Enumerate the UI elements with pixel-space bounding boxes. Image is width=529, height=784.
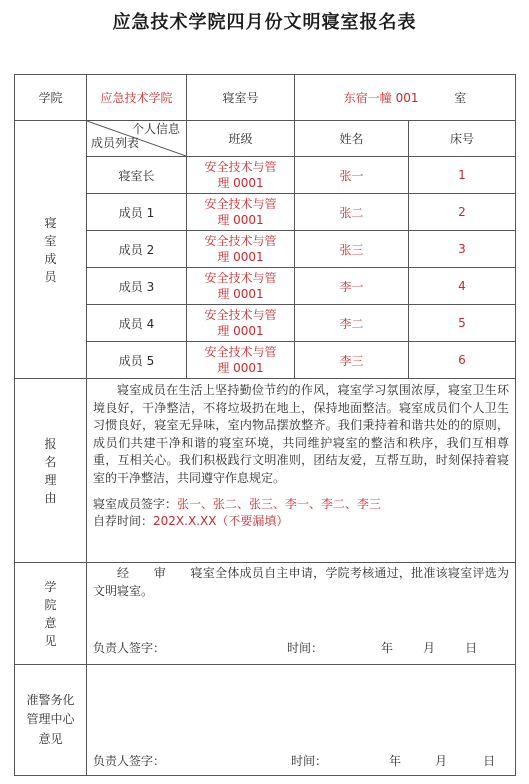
member-bed[interactable]: 1: [409, 157, 516, 194]
college-label: 学院: [15, 75, 87, 121]
member-class[interactable]: 安全技术与管 理 0001: [187, 342, 295, 379]
apply-date-value: 202X.X.XX（不要漏填）: [153, 514, 289, 528]
room-value-cell[interactable]: [295, 75, 516, 121]
member-role: 成员 2: [87, 231, 187, 268]
member-role: 成员 3: [87, 268, 187, 305]
member-name[interactable]: 张二: [295, 194, 409, 231]
reason-row: [15, 379, 516, 563]
room-label: 寝室号: [187, 75, 295, 121]
reason-content[interactable]: [87, 379, 516, 563]
col-bed-header: 床号: [409, 121, 516, 157]
college-opinion-label: 学 院 意 见: [15, 563, 87, 665]
college-time-label: 时间：: [287, 641, 324, 655]
members-section-label: 寝 室 成 员: [15, 121, 87, 379]
member-name[interactable]: 张一: [295, 157, 409, 194]
member-row: [15, 305, 516, 342]
mgmt-opinion-label: 准警务化 管理中心 意见: [15, 665, 87, 776]
member-class[interactable]: 安全技术与管 理 0001: [187, 268, 295, 305]
mgmt-opinion-content[interactable]: [87, 665, 516, 776]
college-signer-label: 负责人签字：: [93, 641, 166, 655]
member-bed[interactable]: 5: [409, 305, 516, 342]
member-row: [15, 342, 516, 379]
apply-date-label: 自荐时间：: [93, 514, 154, 528]
mgmt-time-label: 时间：: [291, 754, 328, 768]
mgmt-year-label: 年: [389, 754, 402, 768]
member-bed[interactable]: 4: [409, 268, 516, 305]
member-class[interactable]: 安全技术与管 理 0001: [187, 194, 295, 231]
mgmt-signer-label: 负责人签字：: [93, 754, 166, 768]
header-row: [15, 75, 516, 121]
college-opinion-content[interactable]: [87, 563, 516, 665]
member-bed[interactable]: 2: [409, 194, 516, 231]
college-value[interactable]: 应急技术学院: [87, 75, 187, 121]
member-class[interactable]: 安全技术与管 理 0001: [187, 305, 295, 342]
member-role: 寝室长: [87, 157, 187, 194]
member-class[interactable]: 安全技术与管 理 0001: [187, 231, 295, 268]
college-month-label: 月: [423, 641, 436, 655]
col-class-header: 班级: [187, 121, 295, 157]
college-opinion-row: [15, 563, 516, 665]
diagonal-header-cell: [87, 121, 187, 157]
members-header-row: [15, 121, 516, 157]
mgmt-month-label: 月: [435, 754, 448, 768]
col-name-header: 姓名: [295, 121, 409, 157]
member-role: 成员 1: [87, 194, 187, 231]
reason-label: 报 名 理 由: [15, 379, 87, 563]
member-role: 成员 5: [87, 342, 187, 379]
member-name[interactable]: 张三: [295, 231, 409, 268]
member-row: [15, 194, 516, 231]
member-row: [15, 157, 516, 194]
member-bed[interactable]: 3: [409, 231, 516, 268]
mgmt-opinion-row: [15, 665, 516, 776]
reason-text: 寝室成员在生活上坚持勤俭节约的作风，寝室学习氛围浓厚，寝室卫生环境良好，干净整洁，不将垃圾扔在地上，保持地面整洁。寝室成员们个人卫生习惯良好，寝室无异味，室内物品摆放整齐。我们秉持着和谐共处的的原则，成员们共建干净和谐的寝室环境，共同维护寝室的整洁和秩序，我们互相尊重，互相关心。我们积极践行文明准则，团结友爱，互帮互助，时刻保持着寝室的干净整洁，共同遵守作息规定。: [93, 383, 509, 485]
member-bed[interactable]: 6: [409, 342, 516, 379]
room-suffix: 室: [454, 91, 467, 105]
college-opinion-text: 寝室全体成员自主申请，学院考核通过，批准该寝室评选为文明寝室。: [93, 566, 509, 598]
college-year-label: 年: [381, 641, 394, 655]
member-row: [15, 268, 516, 305]
members-sign-value: 张一、张二、张三、李一、李二、李三: [177, 497, 382, 511]
member-role: 成员 4: [87, 305, 187, 342]
room-value: 东宿一幢 001: [343, 91, 419, 105]
college-day-label: 日: [465, 641, 478, 655]
mgmt-day-label: 日: [483, 754, 496, 768]
diag-bottom-label: 成员列表: [91, 136, 140, 150]
registration-form-table: [14, 74, 516, 776]
member-class[interactable]: 安全技术与管 理 0001: [187, 157, 295, 194]
college-opinion-prefix: 经 审: [117, 566, 167, 580]
member-name[interactable]: 李二: [295, 305, 409, 342]
member-name[interactable]: 李三: [295, 342, 409, 379]
diag-top-label: 个人信息: [131, 122, 180, 136]
members-sign-label: 寝室成员签字：: [93, 497, 178, 511]
member-row: [15, 231, 516, 268]
member-name[interactable]: 李一: [295, 268, 409, 305]
form-title: 应急技术学院四月份文明寝室报名表: [112, 12, 417, 33]
